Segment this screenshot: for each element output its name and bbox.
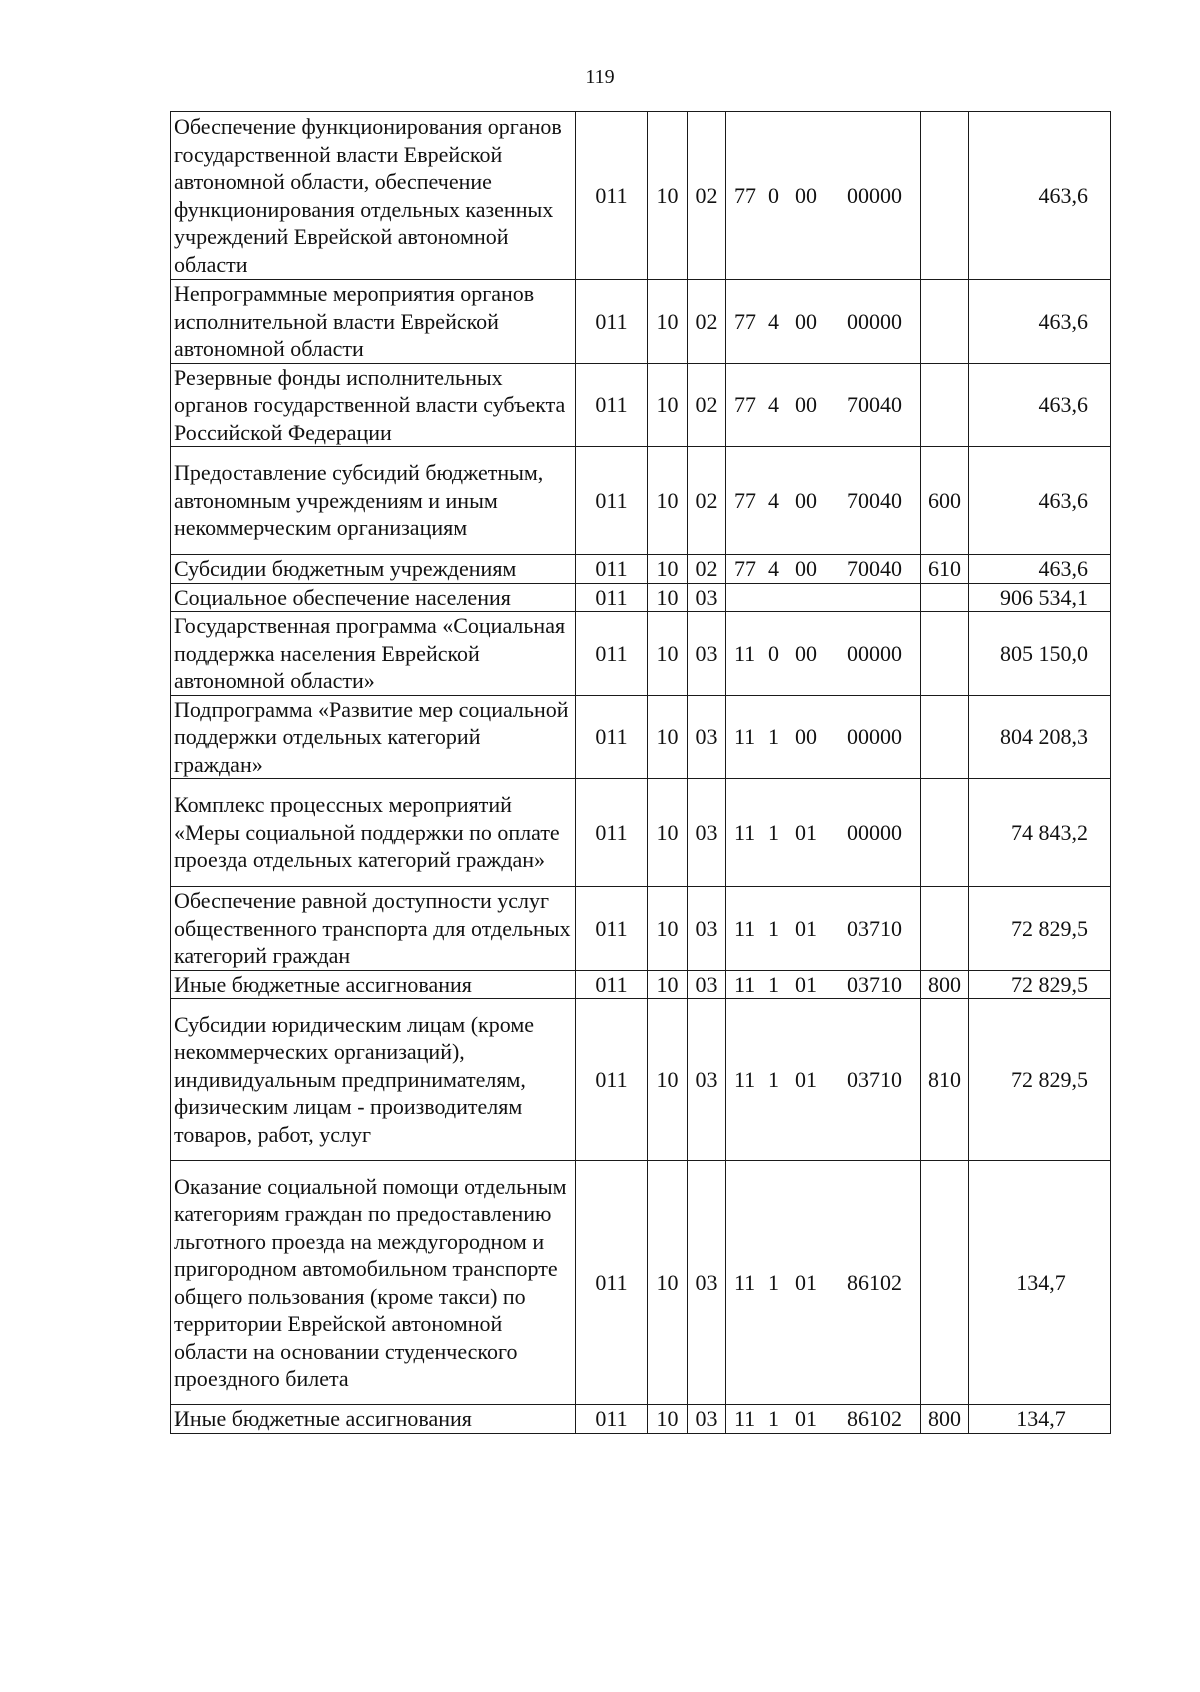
target-article-part: 1 [768,1269,779,1295]
subsection-code-cell: 03 [688,1405,726,1434]
expense-type-cell [921,363,969,447]
section-code-cell: 10 [648,1161,688,1405]
target-article-cell [726,280,921,364]
target-article-part: 11 [734,640,756,666]
amount-cell: 134,7 [969,1161,1111,1405]
target-article-cell [726,779,921,887]
target-article-part: 4 [768,556,779,581]
ministry-code-cell: 011 [576,887,648,971]
ministry-code-cell: 011 [576,363,648,447]
target-article-part: 1 [768,724,779,749]
target-article-part: 00000 [847,308,902,334]
target-article-cell [726,363,921,447]
target-article-part: 00 [795,487,817,513]
table-row [171,363,1111,447]
ministry-code-cell: 011 [576,583,648,612]
subsection-code-cell: 02 [688,447,726,555]
target-article-part: 03710 [847,915,902,941]
target-article-cell [726,887,921,971]
target-article-part: 01 [795,971,817,997]
amount-cell: 804 208,3 [969,695,1111,779]
ministry-code-cell: 011 [576,970,648,999]
subsection-code-cell: 03 [688,999,726,1161]
target-article-part: 1 [768,915,779,941]
amount-cell: 134,7 [969,1405,1111,1434]
expense-type-cell: 600 [921,447,969,555]
table-row [171,695,1111,779]
table-row [171,970,1111,999]
target-article-part: 03710 [847,1066,902,1092]
target-article-part: 00 [795,556,817,581]
section-code-cell: 10 [648,695,688,779]
subsection-code-cell: 02 [688,363,726,447]
expense-type-cell: 800 [921,970,969,999]
subsection-code-cell: 03 [688,887,726,971]
subsection-code-cell: 03 [688,583,726,612]
amount-cell: 463,6 [969,555,1111,584]
expense-type-cell [921,887,969,971]
section-code-cell: 10 [648,280,688,364]
expense-name-cell: Предоставление субсидий бюджетным, автономным учреждениям и иным некоммерческим организациям [171,447,576,555]
target-article-cell [726,447,921,555]
expense-name-cell: Обеспечение функционирования органов государственной власти Еврейской автономной области, обеспечение функционирования отдельных казенных учреждений Еврейской автономной области [171,112,576,280]
section-code-cell: 10 [648,1405,688,1434]
expense-type-cell [921,583,969,612]
section-code-cell: 10 [648,583,688,612]
table-row [171,583,1111,612]
ministry-code-cell: 011 [576,1405,648,1434]
ministry-code-cell: 011 [576,555,648,584]
table-row [171,779,1111,887]
target-article-part: 11 [734,1406,756,1431]
expense-type-cell: 610 [921,555,969,584]
table-row [171,447,1111,555]
expense-name-cell: Социальное обеспечение населения [171,583,576,612]
target-article-cell [726,555,921,584]
subsection-code-cell: 02 [688,280,726,364]
target-article-part: 01 [795,1406,817,1431]
target-article-part: 00000 [847,724,902,749]
ministry-code-cell: 011 [576,612,648,696]
expense-type-cell: 810 [921,999,969,1161]
table-row [171,612,1111,696]
expense-name-cell: Резервные фонды исполнительных органов государственной власти субъекта Российской Федерации [171,363,576,447]
target-article-part: 1 [768,819,779,845]
table-row [171,555,1111,584]
target-article-part: 1 [768,1406,779,1431]
target-article-part: 00000 [847,182,902,208]
target-article-part: 00 [795,640,817,666]
ministry-code-cell: 011 [576,999,648,1161]
amount-cell: 463,6 [969,447,1111,555]
expense-name-cell: Оказание социальной помощи отдельным категориям граждан по предоставлению льготного проезда на междугородном и пригородном автомобильном транспорте общего пользования (кроме такси) по территории Еврейской автономной области на основании студенческого проездного билета [171,1161,576,1405]
section-code-cell: 10 [648,112,688,280]
expense-type-cell: 800 [921,1405,969,1434]
target-article-part: 11 [734,1066,756,1092]
target-article-part: 01 [795,819,817,845]
target-article-part: 00 [795,182,817,208]
ministry-code-cell: 011 [576,779,648,887]
ministry-code-cell: 011 [576,280,648,364]
amount-cell: 805 150,0 [969,612,1111,696]
expense-name-cell: Подпрограмма «Развитие мер социальной поддержки отдельных категорий граждан» [171,695,576,779]
target-article-part: 70040 [847,487,902,513]
section-code-cell: 10 [648,612,688,696]
target-article-part: 77 [734,308,756,334]
target-article-part: 1 [768,971,779,997]
amount-cell: 72 829,5 [969,970,1111,999]
amount-cell: 463,6 [969,363,1111,447]
target-article-part: 77 [734,392,756,417]
target-article-part: 77 [734,182,756,208]
ministry-code-cell: 011 [576,1161,648,1405]
expense-type-cell [921,612,969,696]
amount-cell: 463,6 [969,280,1111,364]
expense-type-cell [921,112,969,280]
amount-cell: 463,6 [969,112,1111,280]
target-article-cell [726,1405,921,1434]
target-article-part: 4 [768,392,779,417]
expense-name-cell: Непрограммные мероприятия органов исполнительной власти Еврейской автономной области [171,280,576,364]
amount-cell: 906 534,1 [969,583,1111,612]
table-row [171,1161,1111,1405]
target-article-part: 70040 [847,392,902,417]
target-article-part: 4 [768,308,779,334]
table-row [171,887,1111,971]
target-article-part: 11 [734,724,756,749]
target-article-part: 70040 [847,556,902,581]
section-code-cell: 10 [648,970,688,999]
target-article-part: 01 [795,1269,817,1295]
expense-name-cell: Субсидии бюджетным учреждениям [171,555,576,584]
expense-name-cell: Комплекс процессных мероприятий «Меры социальной поддержки по оплате проезда отдельных категорий граждан» [171,779,576,887]
target-article-part: 11 [734,915,756,941]
target-article-part: 00000 [847,819,902,845]
target-article-cell [726,1161,921,1405]
page-number: 119 [585,66,615,88]
table-row [171,1405,1111,1434]
target-article-part: 77 [734,556,756,581]
target-article-part: 86102 [847,1269,902,1295]
expense-type-cell [921,695,969,779]
target-article-cell [726,970,921,999]
expense-name-cell: Субсидии юридическим лицам (кроме некоммерческих организаций), индивидуальным предпринимателям, физическим лицам - производителям товаров, работ, услуг [171,999,576,1161]
target-article-cell [726,583,921,612]
target-article-cell [726,112,921,280]
subsection-code-cell: 03 [688,779,726,887]
expense-name-cell: Иные бюджетные ассигнования [171,970,576,999]
ministry-code-cell: 011 [576,447,648,555]
expense-name-cell: Государственная программа «Социальная поддержка населения Еврейской автономной области» [171,612,576,696]
target-article-part: 00000 [847,640,902,666]
target-article-cell [726,695,921,779]
target-article-part: 77 [734,487,756,513]
subsection-code-cell: 02 [688,555,726,584]
section-code-cell: 10 [648,779,688,887]
target-article-part: 4 [768,487,779,513]
target-article-part: 1 [768,1066,779,1092]
budget-table [170,111,1111,1434]
expense-name-cell: Иные бюджетные ассигнования [171,1405,576,1434]
subsection-code-cell: 03 [688,970,726,999]
target-article-part: 0 [768,640,779,666]
target-article-part: 00 [795,392,817,417]
section-code-cell: 10 [648,999,688,1161]
section-code-cell: 10 [648,447,688,555]
subsection-code-cell: 03 [688,695,726,779]
target-article-part: 11 [734,971,756,997]
target-article-part: 11 [734,1269,756,1295]
expense-type-cell [921,1161,969,1405]
expense-name-cell: Обеспечение равной доступности услуг общественного транспорта для отдельных категорий граждан [171,887,576,971]
target-article-part: 00 [795,308,817,334]
target-article-cell [726,999,921,1161]
target-article-part: 0 [768,182,779,208]
target-article-part: 11 [734,819,756,845]
subsection-code-cell: 03 [688,1161,726,1405]
target-article-part: 00 [795,724,817,749]
target-article-part: 01 [795,915,817,941]
section-code-cell: 10 [648,887,688,971]
subsection-code-cell: 03 [688,612,726,696]
expense-type-cell [921,779,969,887]
expense-type-cell [921,280,969,364]
ministry-code-cell: 011 [576,112,648,280]
target-article-part: 01 [795,1066,817,1092]
section-code-cell: 10 [648,555,688,584]
target-article-part: 86102 [847,1406,902,1431]
amount-cell: 72 829,5 [969,999,1111,1161]
ministry-code-cell: 011 [576,695,648,779]
subsection-code-cell: 02 [688,112,726,280]
table-row [171,280,1111,364]
target-article-cell [726,612,921,696]
table-row [171,999,1111,1161]
section-code-cell: 10 [648,363,688,447]
amount-cell: 74 843,2 [969,779,1111,887]
amount-cell: 72 829,5 [969,887,1111,971]
target-article-part: 03710 [847,971,902,997]
table-row [171,112,1111,280]
